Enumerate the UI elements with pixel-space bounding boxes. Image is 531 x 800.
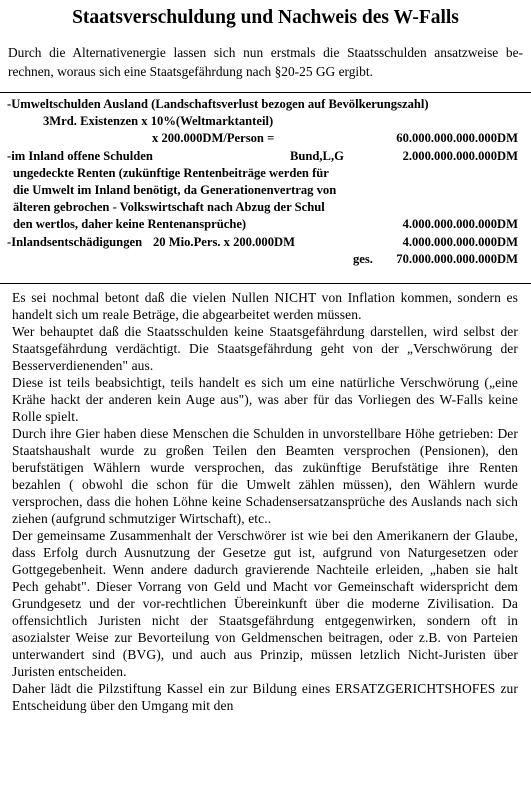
debt-row-foreign-total bbox=[0, 130, 531, 147]
body-paragraph: Der gemeinsame Zusammenhalt der Verschwörer ist wie bei den Amerikanern der Glaube, dass Erfolg durch Ausnutzung der Gesetze gut ist, aufgrund von Naturgesetzen oder Gottgegebenheit. Wenn andere dadurch gravierende Nachteile erleiden, „haben sie halt Pech gehabt". Dieser Vorrang von Geld und Macht vor Gemeinschaft widerspricht dem Grundgesetz und der vor-rechtlichen Übereinkunft über die moderne Zivilisation. Da offensichtlich Juristen nicht der Staatsgefährdung entgegenwirken, sondern oft in asozialster Weise zur Bevorteilung von Geldmenschen beitragen, oder z.B. von Parteien unterwandert sind (BVG), und auch aus Prinzip, müssen letzlich Nicht-Juristen über Juristen entscheiden. bbox=[12, 528, 518, 679]
debt-pensions-text-3: älteren gebrochen - Volkswirtschaft nach Abzug der Schul bbox=[13, 200, 325, 215]
debt-row-domestic bbox=[0, 148, 531, 165]
intro-paragraph: Durch die Alternativenergie lassen sich nun erstmals die Staatsschulden ansatzweise be-rechnen, woraus sich eine Staatsgefährdung nach §20-25 GG ergibt. bbox=[8, 45, 523, 79]
body-text bbox=[12, 289, 518, 714]
debt-pensions-amount: 4.000.000.000.000DM bbox=[402, 217, 518, 232]
debt-compensation-formula: 20 Mio.Pers. x 200.000DM bbox=[153, 234, 295, 249]
debt-domestic-label: -im Inland offene Schulden bbox=[7, 148, 153, 163]
divider-bottom bbox=[0, 283, 531, 284]
debt-compensation-amount: 4.000.000.000.000DM bbox=[402, 234, 518, 249]
debt-row-existences bbox=[0, 113, 531, 130]
body-paragraph: Durch ihre Gier haben diese Menschen die Schulden in unvorstellbare Höhe getrieben: Der Staatshaushalt wurde zu großen Teilen den Beamten versprochen (Pensionen), den berufstätigen Wählern wurde versprochen, das zukünftige Berufstätige ihre Renten bezahlen ( obwohl die schon für die Umwelt zählen müssen), den Wählern wurde versprochen, dass die hohen Löhne keine Schadensersatzansprüche des Auslands nach sich ziehen (aufgrund schmutziger Wirtschaft), etc.. bbox=[12, 426, 518, 526]
debt-pensions-text-1: ungedeckte Renten (zukünftige Rentenbeiträge werden für bbox=[13, 165, 329, 180]
debt-table bbox=[0, 96, 531, 268]
debt-foreign-formula: x 200.000DM/Person = bbox=[152, 131, 275, 146]
debt-domestic-amount: 2.000.000.000.000DM bbox=[402, 148, 518, 163]
debt-row-compensation bbox=[0, 234, 531, 251]
debt-row-foreign bbox=[0, 96, 531, 113]
page-title: Staatsverschuldung und Nachweis des W-Falls bbox=[72, 7, 459, 28]
body-paragraph: Diese ist teils beabsichtigt, teils handelt es sich um eine natürliche Verschwörung („eine Krähe hackt der anderen kein Auge aus"), was aber für das Vorliegen des W-Falls keine Rolle spielt. bbox=[12, 375, 518, 424]
debt-row-pensions-1 bbox=[0, 165, 531, 182]
debt-pensions-text-4: den wertlos, daher keine Rentenansprüche) bbox=[13, 217, 247, 232]
debt-row-pensions-4 bbox=[0, 216, 531, 233]
debt-row-pensions-2 bbox=[0, 182, 531, 199]
body-paragraph: Es sei nochmal betont daß die vielen Nullen NICHT von Inflation kommen, sondern es handelt sich um reale Beträge, die abgearbeitet werden müssen. bbox=[12, 290, 518, 322]
body-paragraph: Daher lädt die Pilzstiftung Kassel ein zur Bildung eines ERSATZGERICHTSHOFES zur Entscheidung über den Umgang mit den bbox=[12, 681, 518, 713]
debt-total-amount: 70.000.000.000.000DM bbox=[396, 251, 518, 266]
debt-domestic-who: Bund,L,G bbox=[290, 148, 344, 163]
body-paragraph: Wer behauptet daß die Staatsschulden keine Staatsgefährdung darstellen, wird selbst der Staatsgefährdung verdächtigt. Die Staatsgefährdung geht von der „Verschwörung der Besserverdienenden" aus. bbox=[12, 324, 518, 373]
debt-existences-label: 3Mrd. Existenzen x 10%(Weltmarktanteil) bbox=[43, 114, 274, 129]
debt-compensation-label: -Inlandsentschädigungen bbox=[7, 234, 143, 249]
debt-row-pensions-3 bbox=[0, 199, 531, 216]
debt-total-label: ges. bbox=[353, 251, 373, 266]
debt-pensions-text-2: die Umwelt im Inland benötigt, da Generationenvertrag von bbox=[13, 182, 337, 197]
debt-foreign-amount: 60.000.000.000.000DM bbox=[396, 131, 518, 146]
divider-top bbox=[0, 92, 531, 93]
debt-row-total bbox=[0, 251, 531, 268]
debt-foreign-label: -Umweltschulden Ausland (Landschaftsverlust bezogen auf Bevölkerungszahl) bbox=[7, 97, 429, 111]
